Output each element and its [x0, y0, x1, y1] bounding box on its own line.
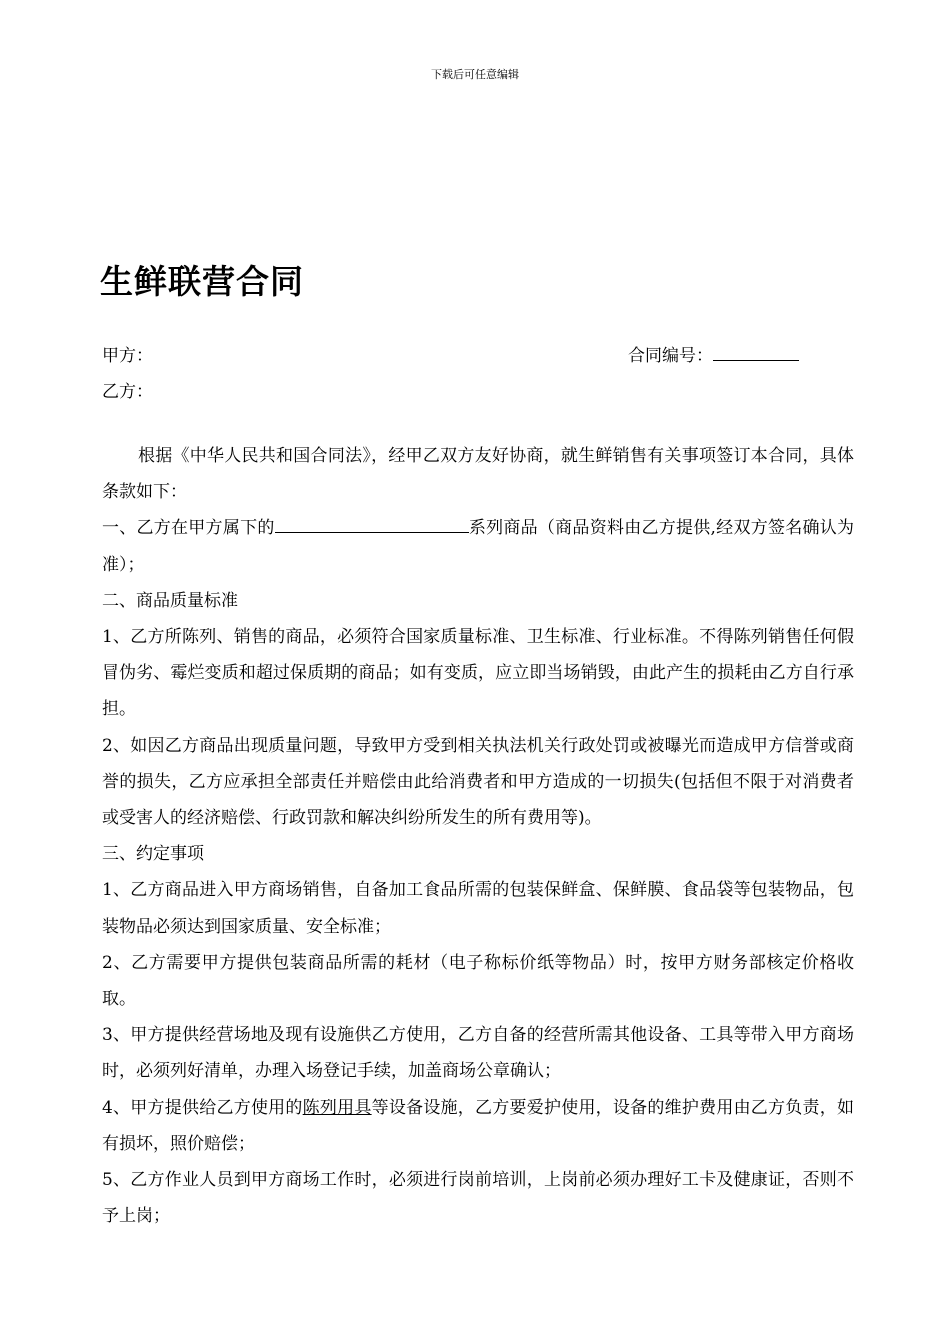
clause-1-suffix: 系列商品（商品资料由乙方提供,经双方签名确认为准）；: [102, 518, 855, 575]
section-2-item: 1、乙方所陈列、销售的商品，必须符合国家质量标准、卫生标准、行业标准。不得陈列销售任何假冒伪劣、霉烂变质和超过保质期的商品；如有变质，应立即当场销毁，由此产生的损耗由乙方自行承担。: [102, 627, 854, 720]
section-3-item: 3、甲方提供经营场地及现有设施供乙方使用，乙方自备的经营所需其他设备、工具等带入甲方商场时，必须列好清单，办理入场登记手续，加盖商场公章确认；: [102, 1025, 854, 1082]
section-2-item: 2、如因乙方商品出现质量问题，导致甲方受到相关执法机关行政处罚或被曝光而造成甲方信誉或商誉的损失，乙方应承担全部责任并赔偿由此给消费者和甲方造成的一切损失(包括但不限于对消费者或受害人的经济赔偿、行政罚款和解决纠纷所发生的所有费用等)。: [102, 735, 854, 829]
party-b-label: 乙方：: [102, 382, 153, 402]
item-4-prefix: 4、甲方提供给乙方使用的: [102, 1097, 303, 1118]
party-a-label: 甲方：: [102, 346, 153, 366]
section-3-item: 5、乙方作业人员到甲方商场工作时，必须进行岗前培训，上岗前必须办理好工卡及健康证，否则不予上岗；: [102, 1170, 854, 1227]
item-4-suffix: 等设备设施，乙方要爱护使用，设备的维护费用由乙方负责，如有损坏，照价赔偿；: [102, 1097, 854, 1154]
intro-paragraph: 根据《中华人民共和国合同法》，经甲乙双方友好协商，就生鲜销售有关事项签订本合同，具体条款如下：: [102, 446, 854, 503]
contract-number-label: 合同编号：: [628, 346, 713, 366]
contract-number: [628, 341, 799, 366]
contract-number-blank: [713, 344, 799, 361]
section-3-item: 2、乙方需要甲方提供包装商品所需的耗材（电子称标价纸等物品）时，按甲方财务部核定价格收取。: [102, 952, 854, 1010]
section-3-item-4: [102, 1090, 854, 1162]
section-3-heading: 三、约定事项: [102, 844, 204, 865]
header-note: 下载后可任意编辑: [431, 68, 519, 81]
item-4-underlined-text: 陈列用具: [302, 1097, 372, 1118]
clause-1-prefix: 一、乙方在甲方属下的: [102, 518, 275, 539]
clause-1: [102, 510, 854, 582]
clause-1-blank: [275, 516, 469, 533]
contract-body: [102, 438, 854, 1234]
section-2-heading: 二、商品质量标准: [102, 590, 238, 611]
document-title: 生鲜联营合同: [100, 262, 304, 301]
section-3-item: 1、乙方商品进入甲方商场销售，自备加工食品所需的包装保鲜盒、保鲜膜、食品袋等包装物品，包装物品必须达到国家质量、安全标准；: [102, 880, 854, 937]
